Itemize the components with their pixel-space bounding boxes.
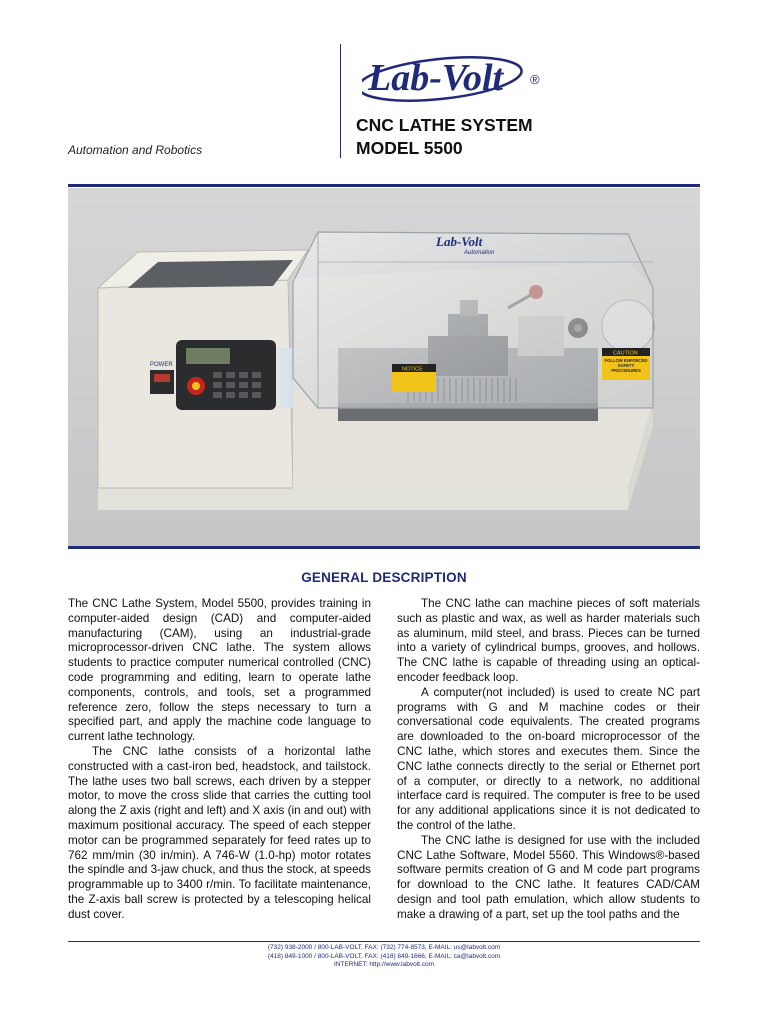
header-divider bbox=[340, 44, 341, 158]
footer-website[interactable]: INTERNET: http://www.labvolt.com bbox=[333, 961, 435, 968]
right-column bbox=[397, 597, 700, 923]
title-line-1: CNC LATHE SYSTEM bbox=[356, 115, 533, 135]
footer-line-us: (732) 938-2000 / 800-LAB-VOLT, FAX: (732) 774-8573, E-MAIL: us@labvolt.com bbox=[267, 944, 501, 951]
paragraph: The CNC Lathe System, Model 5500, provides training in computer-aided design (CAD) and computer-aided manufacturing (CAM), using an industrial-grade microprocessor-driven CNC lathe. The system allows students to practice computer numerical controlled (CNC) code programming and editing, learn to operate lathe components, controls, and tools, set a programmed reference zero, follow the steps necessary to turn a specified part, and apply the machine code language to current lathe technology. bbox=[68, 597, 371, 744]
top-rule bbox=[68, 184, 700, 187]
title-line-2: MODEL 5500 bbox=[356, 138, 463, 158]
footer-line-canada: (418) 849-1000 / 800-LAB-VOLT, FAX: (418) 849-1666, E-MAIL: ca@labvolt.com bbox=[267, 952, 501, 960]
paragraph: The CNC lathe can machine pieces of soft materials such as plastic and wax, as well as harder materials such as aluminum, mild steel, and brass. Pieces can be turned into a variety of cylindrical bumps, grooves, and hollows. The CNC lathe is capable of threading using an optical-encoder feedback loop. bbox=[397, 597, 700, 684]
notice-label: NOTICE bbox=[402, 366, 423, 373]
paragraph: The CNC lathe is designed for use with the included CNC Lathe Software, Model 5560. This Windows®-based software permits creation of G and M code part programs for download to the CNC lathe. It features CAD/CAM design and tool path emulation, which allow students to make a drawing of a part, set up the tool paths and the bbox=[397, 833, 700, 921]
tagline: Automation and Robotics bbox=[68, 143, 203, 157]
left-column bbox=[68, 597, 371, 923]
photo-bottom-rule bbox=[68, 546, 700, 549]
paragraph: The CNC lathe consists of a horizontal lathe constructed with a cast-iron bed, headstock, and tailstock. The lathe uses two ball screws, each driven by a stepper motor, to move the cross slide that carries the cutting tool along the Z axis (right and left) and X axis (in and out) with maximum positional accuracy. The speed of each stepper motor can be programmed separately for feed rates up to 762 mm/min (30 in/min). A 746-W (1.0-hp) motor rotates the spindle and 3-jaw chuck, and thus the stock, at speeds programmable up to 3400 r/min. To facilitate maintenance, the Z-axis ball screw is protected by a telescoping helical dust cover. bbox=[68, 744, 371, 921]
document-title bbox=[356, 114, 533, 160]
machine-sublogo: Automation bbox=[464, 250, 495, 256]
caution-text: FOLLOW ENFORCED SAFETY PROCEDURES bbox=[604, 358, 648, 373]
paragraph: A computer(not included) is used to create NC part programs with G and M machine codes or their conversational code equivalents. The created programs are downloaded to the on-board microprocessor of the CNC lathe, which stores and executes them. Since the CNC lathe connects directly to the serial or Ethernet port of a computer, or directly to a network, no additional interface card is required. The computer is free to be used for any additional applications since it is not dedicated to the control of the lathe. bbox=[397, 685, 700, 832]
power-label: POWER bbox=[150, 362, 173, 368]
lab-volt-logo bbox=[362, 44, 552, 108]
footer-rule bbox=[68, 941, 700, 942]
logo-registered: ® bbox=[530, 72, 540, 87]
section-title: GENERAL DESCRIPTION bbox=[301, 570, 467, 585]
footer-contact bbox=[0, 944, 768, 970]
cnc-lathe-illustration bbox=[68, 188, 700, 546]
product-photo bbox=[68, 188, 700, 546]
machine-logo: Lab-Volt bbox=[436, 234, 483, 249]
caution-label: CAUTION bbox=[613, 350, 638, 357]
logo-text: Lab-Volt bbox=[368, 57, 504, 99]
